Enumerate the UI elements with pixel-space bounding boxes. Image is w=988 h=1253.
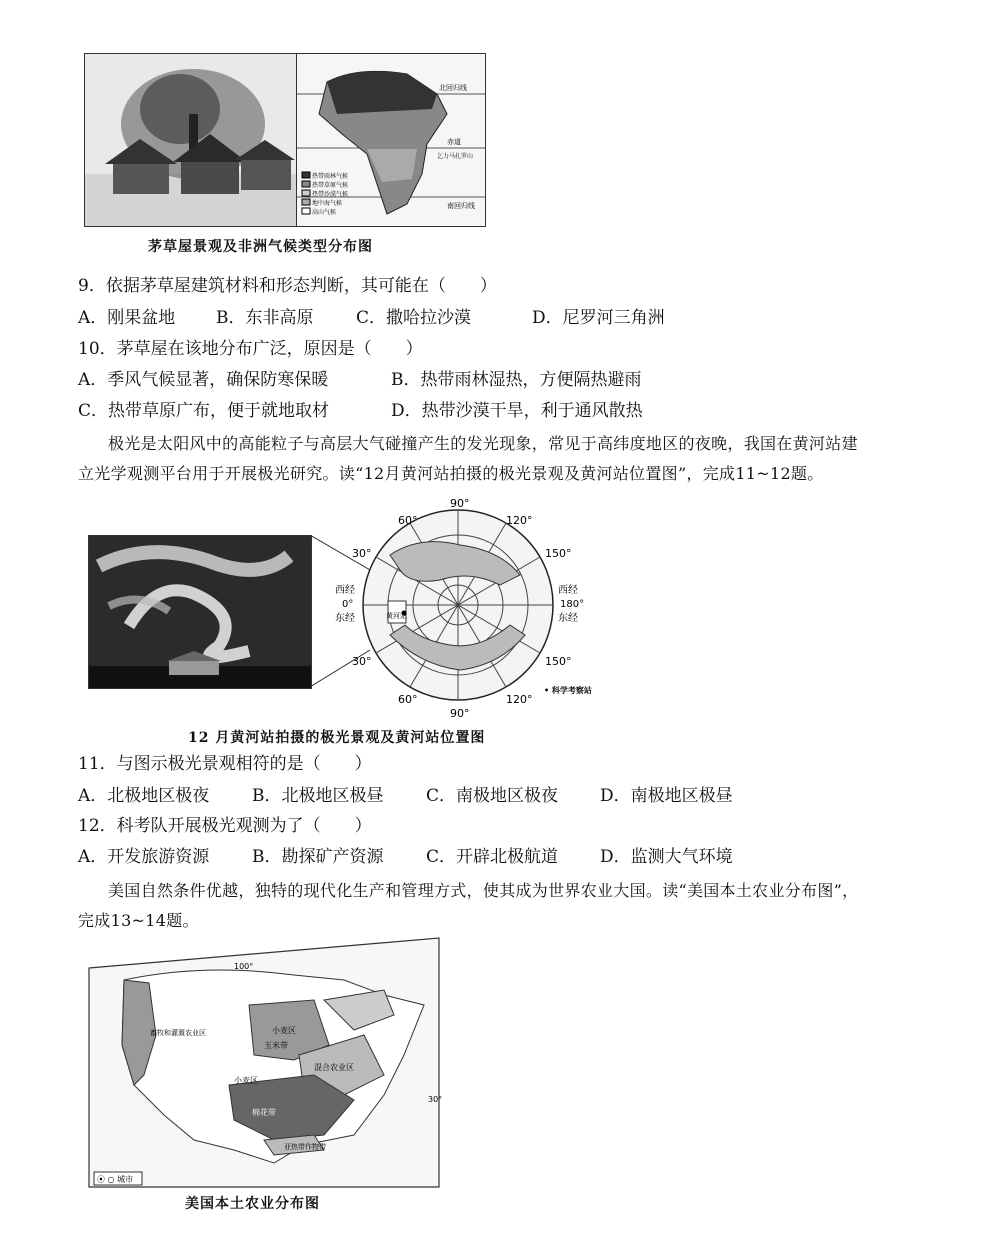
- passage-2-line-1: 极光是太阳风中的高能粒子与高层大气碰撞产生的发光现象，常见于高纬度地区的夜晚，我国在黄河站建: [108, 434, 858, 453]
- question-11-stem: 11．与图示极光景观相符的是（ ）: [78, 754, 372, 774]
- lon-label: 60°: [398, 693, 418, 706]
- q11-option-b[interactable]: B．北极地区极昼: [252, 786, 384, 806]
- figure-1-photo: [84, 53, 298, 227]
- lon-label: 120°: [506, 514, 533, 527]
- lon-label: 150°: [545, 547, 572, 560]
- legend-item: 热带草原气候: [312, 182, 349, 189]
- q12-option-d[interactable]: D．监测大气环境: [600, 847, 733, 867]
- legend-item: 地中海气候: [312, 200, 343, 207]
- city-legend: ⦿ ○ 城市: [97, 1175, 134, 1184]
- lon-label: 西经: [558, 585, 578, 596]
- mountain-label: 乞力马扎罗山: [437, 153, 474, 160]
- lon-label: 180°: [560, 599, 585, 610]
- q9-option-c[interactable]: C．撒哈拉沙漠: [356, 308, 472, 328]
- lon-label: 西经: [335, 585, 355, 596]
- polar-map: [330, 495, 620, 720]
- q10-option-b[interactable]: B．热带雨林湿热，方便隔热避雨: [391, 370, 642, 390]
- passage-2-line-2: 立光学观测平台用于开展极光研究。读“12月黄河站拍摄的极光景观及黄河站位置图”，完成11~12题。: [78, 464, 824, 483]
- region-label: 玉米带: [264, 1041, 288, 1050]
- region-label: 棉花带: [252, 1108, 276, 1117]
- region-label: 畜牧和灌溉农业区: [150, 1029, 206, 1037]
- climate-legend: [302, 172, 348, 216]
- tropic-capricorn-label: 南回归线: [447, 202, 475, 210]
- q11-option-a[interactable]: A．北极地区极夜: [78, 786, 210, 806]
- equator-label: 赤道: [447, 138, 461, 146]
- question-12-stem: 12．科考队开展极光观测为了（ ）: [78, 816, 372, 836]
- lon-label: 90°: [450, 707, 470, 720]
- q11-option-c[interactable]: C．南极地区极夜: [426, 786, 559, 806]
- huanghe-station-label: 黄河站: [386, 612, 407, 620]
- lon-label: 东经: [335, 613, 355, 624]
- q10-option-a[interactable]: A．季风气候显著，确保防寒保暖: [78, 370, 329, 390]
- usa-agriculture-map: [84, 935, 444, 1197]
- figure-3-caption: 美国本土农业分布图: [185, 1196, 320, 1212]
- legend-item: 热带沙漠气候: [312, 191, 349, 198]
- passage-3-line-2: 完成13~14题。: [78, 911, 199, 930]
- lon-label: 30°: [352, 547, 372, 560]
- aurora-illustration: [89, 536, 311, 688]
- q11-option-d[interactable]: D．南极地区极昼: [600, 786, 733, 806]
- thatched-hut-illustration: [85, 54, 297, 226]
- lon-label: 东经: [558, 613, 578, 624]
- q9-option-a[interactable]: A．刚果盆地: [78, 308, 176, 328]
- legend-item: 高山气候: [312, 209, 337, 216]
- figure-1-africa-map: [296, 53, 486, 227]
- q9-option-d[interactable]: D．尼罗河三角洲: [532, 308, 665, 328]
- lon-label: 100°: [234, 962, 254, 971]
- lon-label: 150°: [545, 655, 572, 668]
- region-label: 小麦区: [234, 1076, 258, 1085]
- africa-climate-map: [297, 54, 485, 226]
- lon-label: 30°: [352, 655, 372, 668]
- legend-item: 热带雨林气候: [312, 173, 349, 180]
- question-9-stem: 9．依据茅草屋建筑材料和形态判断，其可能在（ ）: [78, 276, 497, 296]
- lat-label: 30°: [428, 1095, 443, 1104]
- region-label: 亚热带作物带: [284, 1143, 326, 1151]
- station-legend: • 科学考察站: [544, 686, 592, 695]
- question-10-stem: 10．茅草屋在该地分布广泛，原因是（ ）: [78, 339, 423, 359]
- region-label: 小麦区: [272, 1026, 296, 1035]
- lon-label: 60°: [398, 514, 418, 527]
- aurora-photo: [88, 535, 312, 689]
- q12-option-a[interactable]: A．开发旅游资源: [78, 847, 210, 867]
- q10-option-d[interactable]: D．热带沙漠干旱，利于通风散热: [391, 401, 643, 421]
- q12-option-b[interactable]: B．勘探矿产资源: [252, 847, 384, 867]
- figure-1-caption: 茅草屋景观及非洲气候类型分布图: [148, 239, 373, 255]
- region-label: 混合农业区: [314, 1063, 354, 1072]
- q10-option-c[interactable]: C．热带草原广布，便于就地取材: [78, 401, 330, 421]
- figure-2-caption: 12 月黄河站拍摄的极光景观及黄河站位置图: [188, 730, 486, 746]
- q12-option-c[interactable]: C．开辟北极航道: [426, 847, 559, 867]
- lon-label: 0°: [342, 599, 354, 610]
- q9-option-b[interactable]: B．东非高原: [216, 308, 314, 328]
- passage-3-line-1: 美国自然条件优越，独特的现代化生产和管理方式，使其成为世界农业大国。读“美国本土农业分布图”，: [108, 881, 859, 900]
- lon-label: 90°: [450, 497, 470, 510]
- tropic-cancer-label: 北回归线: [439, 84, 467, 92]
- lon-label: 120°: [506, 693, 533, 706]
